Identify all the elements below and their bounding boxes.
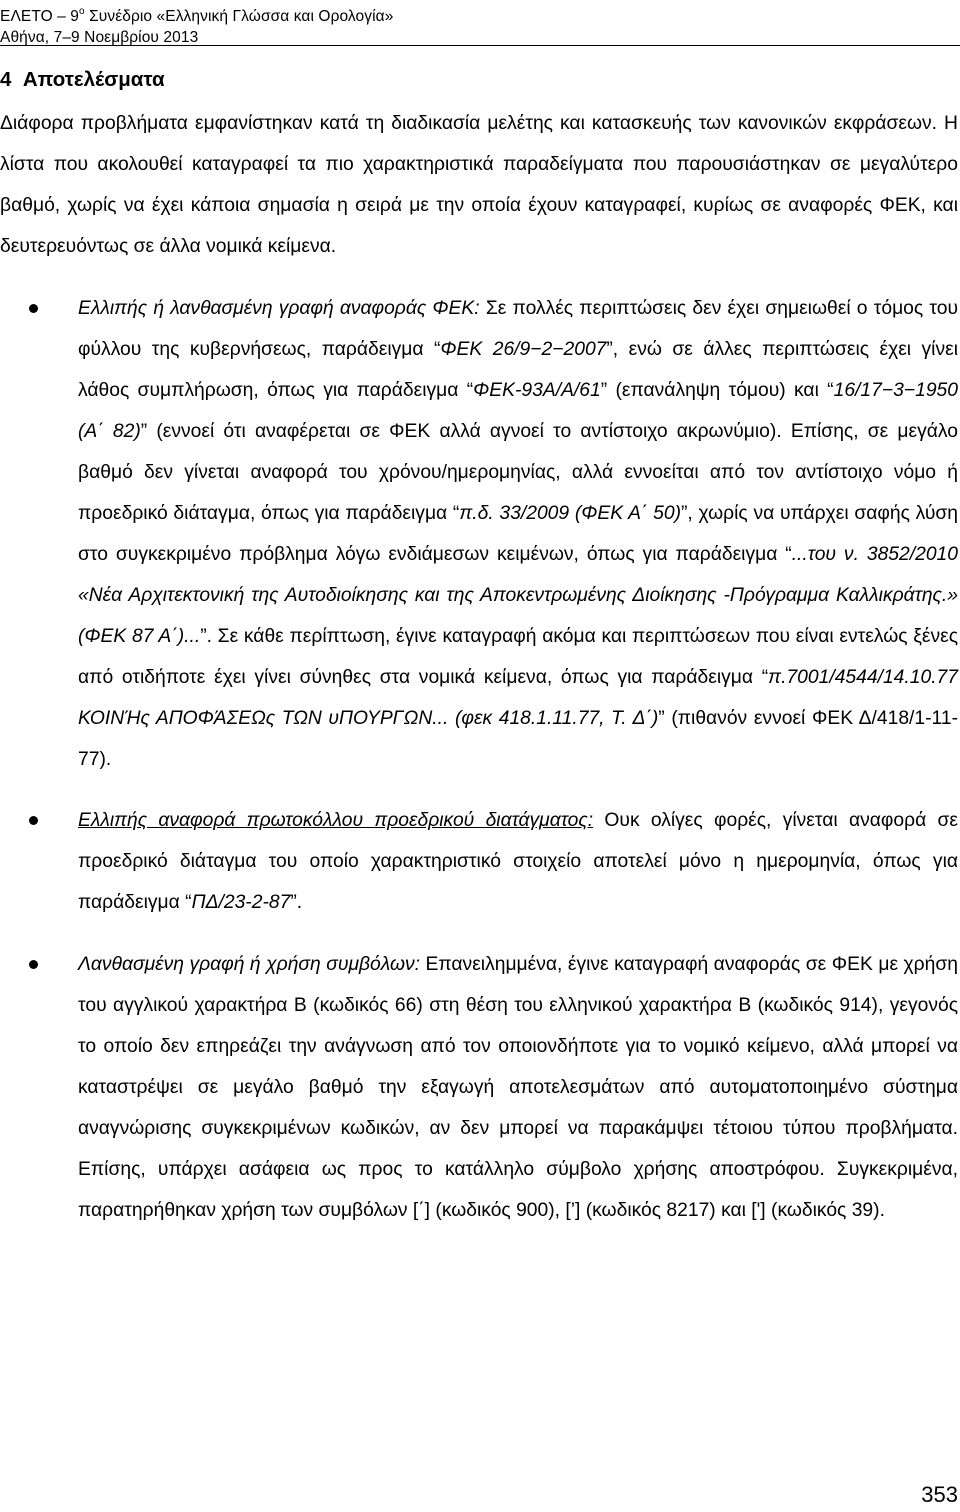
example-text: ...του ν. 3852/2010 «Νέα Αρχιτεκτονική της Αυτοδιοίκησης και της Αποκεντρωμένης Διοίκησης -Πρόγραμμα Καλλικράτης.» (ΦΕΚ 87 Α΄)... xyxy=(78,544,958,647)
item-text: Ουκ ολίγες φορές, γίνεται αναφορά σε προεδρικό διάταγμα του οποίο χαρακτηριστικό στοιχείο αποτελεί μόνο η ημερομηνία, όπως για παράδειγμα “ xyxy=(78,810,959,913)
bullet-icon xyxy=(29,960,38,969)
example-text: 16/17−3−1950 (Α΄ 82) xyxy=(78,380,958,442)
item-text: Επανειλημμένα, έγινε καταγραφή αναφοράς σε ΦΕΚ με χρήση του αγγλικού χαρακτήρα Β (κωδικός 66) στη θέση του ελληνικού χαρακτήρα Β (κωδικός 914), γεγονός το οποίο δεν επηρεάζει την ανάγνωση από τον οποιονδήποτε για το νομικό κείμενο, αλλά μπορεί να καταστρέψει σε μεγάλο βαθμό την εξαγωγή αποτελεσμάτων από αυτοματοποιημένο σύστημα αναγνώρισης συγκεκριμένων κωδικών, αν δεν μπορεί να παρακάμψει τέτοιου τύπου προβλήματα. Επίσης, υπάρχει ασάφεια ως προς το κατάλληλο σύμβολο χρήσης αποστρόφου. Συγκεκριμένα, παρατηρήθηκαν χρήση των συμβόλων [΄] (κωδικός 900), [’] (κωδικός 8217) και ['] (κωδικός 39). xyxy=(78,954,958,1221)
example-text: ΠΔ/23-2-87 xyxy=(191,892,291,913)
section-body xyxy=(0,103,958,1231)
list-item-incomplete-fek-reference xyxy=(0,288,958,780)
section-number: 4 xyxy=(0,68,12,91)
item-text: ”, χωρίς να υπάρχει σαφής λύση στο συγκεκριμένο πρόβλημα λόγω ενδιάμεσων κειμένων, όπως για παράδειγμα “ xyxy=(78,503,959,565)
item-text: ”, ενώ σε άλλες περιπτώσεις έχει γίνει λάθος συμπλήρωση, όπως για παράδειγμα “ xyxy=(78,339,958,401)
item-text: ”. xyxy=(290,892,303,913)
bullet-icon xyxy=(29,816,38,825)
item-text: Σε πολλές περιπτώσεις δεν έχει σημειωθεί ο τόμος του φύλλου της κυβερνήσεως, παράδειγμα “ xyxy=(78,298,958,360)
item-text: ” (εννοεί ότι αναφέρεται σε ΦΕΚ αλλά αγνοεί το αντίστοιχο ακρωνύμιο). Επίσης, σε μεγάλο βαθμό δεν γίνεται αναφορά του χρόνου/ημερομηνίας, αλλά εννοείται από τον αντίστοιχο νόμο ή προεδρικό διάταγμα, όπως για παράδειγμα “ xyxy=(78,421,958,524)
list-item-incomplete-decree-reference xyxy=(0,800,958,923)
section-title: Αποτελέσματα xyxy=(22,68,165,91)
example-text: ΦΕΚ-93Α/Α/61 xyxy=(473,380,601,401)
header-rule xyxy=(0,45,960,46)
example-text: π.7001/4544/14.10.77 ΚΟΙΝΉς ΑΠΟΦΆΣΕΩς ΤΩΝ υΠΟΥΡΓΩΝ... (φεκ 418.1.11.77, Τ. Δ΄) xyxy=(78,667,958,729)
header-ordinal: ο xyxy=(79,6,85,17)
page-header xyxy=(0,2,393,48)
list-item-wrong-symbols xyxy=(0,944,958,1231)
issues-list xyxy=(0,288,958,1231)
item-text: ” (επανάληψη τόμου) και “ xyxy=(600,380,834,401)
header-date: Αθήνα, 7–9 Νοεμβρίου 2013 xyxy=(0,29,199,47)
intro-paragraph: Διάφορα προβλήματα εμφανίστηκαν κατά τη διαδικασία μελέτης και κατασκευής των κανονικών εκφράσεων. Η λίστα που ακολουθεί καταγραφεί τα πιο χαρακτηριστικά παραδείγματα που παρουσιάστηκαν σε μεγαλύτερο βαθμό, χωρίς να έχει κάποια σημασία η σειρά με την οποία έχουν καταγραφεί, κυρίως σε αναφορές ΦΕΚ, και δευτερευόντως σε άλλα νομικά κείμενα. xyxy=(0,113,958,257)
item-text: ”. Σε κάθε περίπτωση, έγινε καταγραφή ακόμα και περιπτώσεων που είναι εντελώς ξένες από οτιδήποτε έχει γίνει σύνηθες στα νομικά κείμενα, όπως για παράδειγμα “ xyxy=(78,626,958,688)
item-label: Λανθασμένη γραφή ή χρήση συμβόλων: xyxy=(78,954,421,975)
header-conference xyxy=(0,2,393,27)
example-text: ΦΕΚ 26/9−2−2007 xyxy=(440,339,607,360)
example-text: π.δ. 33/2009 (ΦΕΚ Α΄ 50) xyxy=(459,503,682,524)
item-label: Ελλιπής ή λανθασμένη γραφή αναφοράς ΦΕΚ: xyxy=(78,298,480,319)
header-conference-title: Συνέδριο «Ελληνική Γλώσσα και Ορολογία» xyxy=(84,8,394,26)
item-text: ” (πιθανόν εννοεί ΦΕΚ Δ/418/1-11-77). xyxy=(78,708,958,770)
header-conference-name: ΕΛΕΤΟ – 9 xyxy=(0,8,80,26)
page-number: 353 xyxy=(921,1482,958,1507)
bullet-icon xyxy=(29,304,38,313)
item-label: Ελλιπής αναφορά πρωτοκόλλου προεδρικού διατάγματος: xyxy=(78,810,594,831)
section-heading xyxy=(0,67,165,93)
